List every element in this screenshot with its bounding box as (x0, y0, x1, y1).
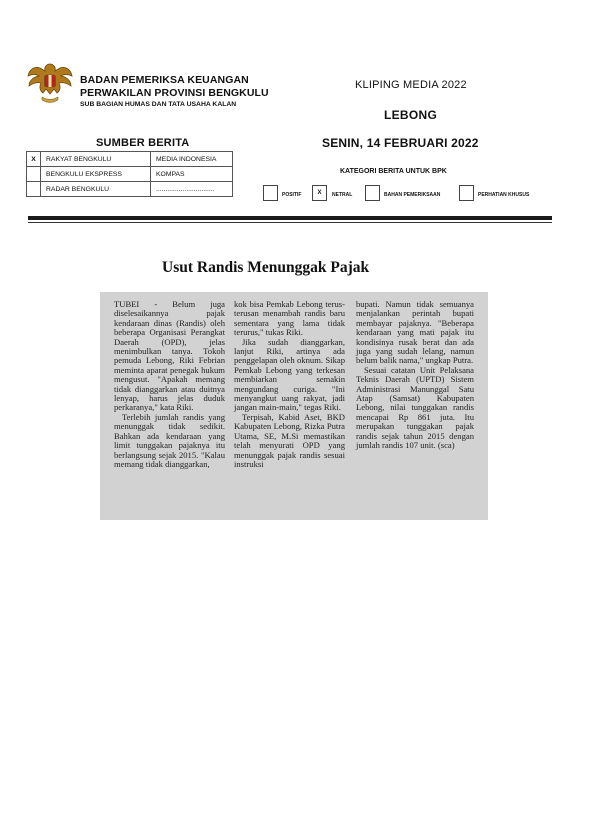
category-label: NETRAL (332, 192, 353, 198)
article-paragraph: bupati. Namun tidak semuanya menjalankan perintah bupati membayar pajaknya. "Beberapa kendaraan yang mati pajak itu kondisinya rusak berat dan ada juga yang sudah lelang, namun belum balik nama," ungkap Putra. (356, 299, 474, 366)
source-check[interactable] (27, 182, 41, 197)
org-name-line3: SUB BAGIAN HUMAS DAN TATA USAHA KALAN (80, 101, 237, 108)
article-paragraph: Jika sudah dianggarkan, lanjut Riki, artinya ada penggelapan oleh oknum. Sikap Pemkab Lebong yang terkesan membiarkan semakin mengundang curiga. "Ini menyangkut uang rakyat, jadi jangan main-main," tegas Riki. (234, 336, 345, 413)
source-name: RADAR BENGKULU (41, 182, 151, 197)
source-row (27, 167, 233, 182)
clip-date: SENIN, 14 FEBRUARI 2022 (322, 136, 479, 150)
article-column-3 (356, 300, 474, 451)
garuda-emblem-icon (26, 58, 74, 108)
source-name: BENGKULU EKSPRESS (41, 167, 151, 182)
region-title: LEBONG (384, 108, 438, 122)
source-check[interactable]: X (27, 152, 41, 167)
kliping-title: KLIPING MEDIA 2022 (355, 79, 467, 91)
article-column-1 (114, 300, 225, 469)
source-name: MEDIA INDONESIA (151, 152, 233, 167)
source-table (26, 151, 233, 197)
header-divider-thin (28, 222, 552, 223)
source-check[interactable] (27, 167, 41, 182)
article-column-2 (234, 300, 345, 469)
category-checkbox-positif[interactable] (263, 185, 278, 201)
header-divider (28, 216, 552, 220)
article-title: Usut Randis Menunggak Pajak (162, 259, 370, 276)
sumber-berita-title: SUMBER BERITA (96, 137, 190, 149)
source-row (27, 182, 233, 197)
kategori-title: KATEGORI BERITA UNTUK BPK (340, 168, 447, 175)
source-name: ............................... (151, 182, 233, 197)
article-paragraph: Terpisah, Kabid Aset, BKD Kabupaten Lebong, Rizka Putra Utama, SE, M.Si memastikan telah menyurati OPD yang menunggak pajak randis sesuai instruksi (234, 411, 345, 469)
source-name: RAKYAT BENGKULU (41, 152, 151, 167)
category-checkbox-bahan[interactable] (365, 185, 380, 201)
org-name-line1: BADAN PEMERIKSA KEUANGAN (80, 74, 249, 86)
category-label: PERHATIAN KHUSUS (478, 192, 530, 198)
article-paragraph: TUBEI - Belum juga diselesaikannya pajak kendaraan dinas (Randis) oleh beberapa Organisasi Perangkat Daerah (OPD), jelas menimbulkan tanya. Tokoh pemuda Lebong, Riki Febrian meminta aparat penegak hukum mengusut. "Apakah memang tidak dianggarkan atau duitnya lenyap, harus jelas duduk perkaranya," kata Riki. (114, 299, 225, 413)
article-paragraph: Terlebih jumlah randis yang menunggak tidak sedikit. Bahkan ada kendaraan yang limit tunggakan pajaknya itu berlangsung sejak 2015. "Kalau memang tidak dianggarkan, (114, 411, 225, 469)
source-row (27, 152, 233, 167)
source-name: KOMPAS (151, 167, 233, 182)
article-paragraph: kok bisa Pemkab Lebong terus-terusan menambah randis baru sementara yang lama tidak terurus," tukas Riki. (234, 299, 345, 338)
org-name-line2: PERWAKILAN PROVINSI BENGKULU (80, 87, 269, 99)
category-checkbox-netral[interactable]: X (312, 185, 327, 201)
article-paragraph: Sesuai catatan Unit Pelaksana Teknis Daerah (UPTD) Sistem Administrasi Manunggal Satu Atap (Samsat) Kabupaten Lebong, nilai tunggakan randis mencapai Rp 861 juta. Itu merupakan tunggakan pajak randis sejak tahun 2015 dengan jumlah randis 107 unit. (sca) (356, 364, 474, 451)
category-label: BAHAN PEMERIKSAAN (384, 192, 441, 198)
category-checkbox-perhatian[interactable] (459, 185, 474, 201)
category-label: POSITIF (282, 192, 302, 198)
